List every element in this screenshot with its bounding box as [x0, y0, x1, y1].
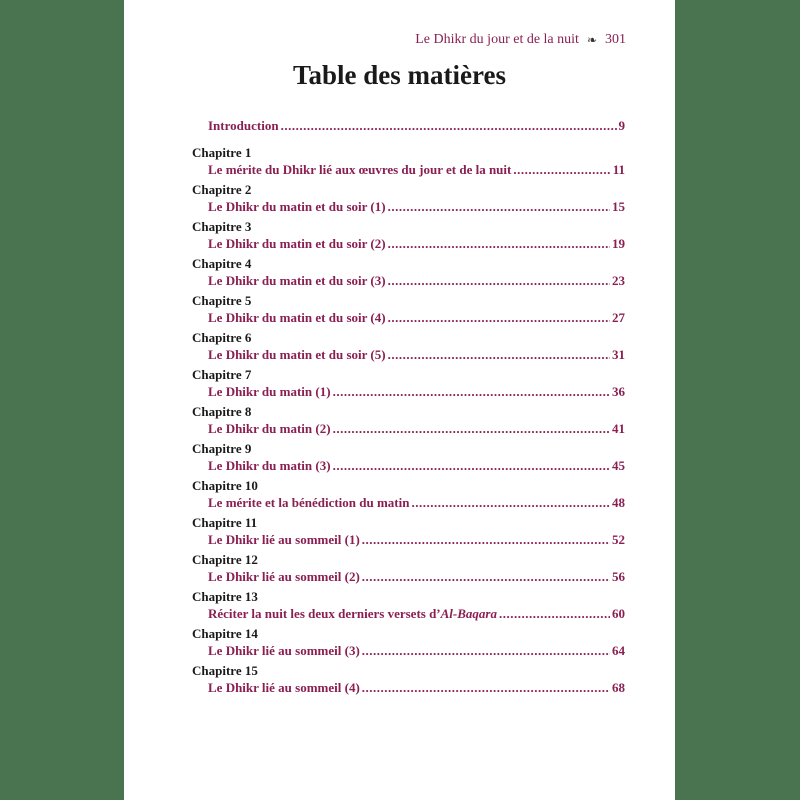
toc-entry-page: 60 [612, 606, 625, 621]
toc-entry[interactable] [192, 309, 625, 326]
running-head-title: Le Dhikr du jour et de la nuit [415, 32, 579, 47]
toc-entry[interactable] [192, 383, 625, 400]
toc-entry-title: Le Dhikr du matin et du soir (2) [208, 236, 386, 251]
chapter-label: Chapitre 7 [192, 367, 252, 382]
toc-entry-title-roman: Réciter la nuit les deux derniers versets d’ [208, 606, 441, 621]
chapter-label: Chapitre 2 [192, 182, 252, 197]
toc-entry[interactable] [192, 568, 625, 585]
toc-chapter-7[interactable] [192, 367, 625, 400]
dot-leader [513, 161, 610, 178]
fleuron-icon: ❧ [586, 32, 597, 47]
toc-entry-title: Introduction [208, 118, 279, 133]
dot-leader [362, 531, 610, 548]
toc-chapter-9[interactable] [192, 441, 625, 474]
dot-leader [411, 494, 610, 511]
toc-chapter-12[interactable] [192, 552, 625, 585]
toc-entry[interactable] [192, 531, 625, 548]
toc-chapter-1[interactable] [192, 145, 625, 178]
dot-leader [333, 420, 610, 437]
toc-chapter-6[interactable] [192, 330, 625, 363]
toc-entry[interactable] [192, 161, 625, 178]
toc-entry-page: 27 [612, 310, 625, 325]
toc-entry[interactable] [192, 198, 625, 215]
toc-entry-introduction[interactable] [192, 117, 625, 134]
chapter-label: Chapitre 8 [192, 404, 252, 419]
toc-entry-page: 19 [612, 236, 625, 251]
table-of-contents [192, 117, 625, 700]
toc-entry-page: 31 [612, 347, 625, 362]
page-title: Table des matières [293, 60, 506, 90]
toc-entry[interactable] [192, 457, 625, 474]
toc-chapter-8[interactable] [192, 404, 625, 437]
toc-chapter-3[interactable] [192, 219, 625, 252]
toc-chapter-11[interactable] [192, 515, 625, 548]
toc-entry-title: Le Dhikr du matin et du soir (1) [208, 199, 386, 214]
toc-entry-page: 23 [612, 273, 625, 288]
folio-page-number: 301 [605, 32, 626, 47]
toc-entry[interactable] [192, 346, 625, 363]
toc-entry-title: Le Dhikr du matin (3) [208, 458, 331, 473]
chapter-label: Chapitre 10 [192, 478, 258, 493]
toc-entry[interactable] [192, 272, 625, 289]
toc-entry[interactable] [192, 494, 625, 511]
dot-leader [388, 235, 610, 252]
running-head [415, 32, 626, 48]
dot-leader [388, 309, 610, 326]
toc-entry-title: Le Dhikr du matin et du soir (5) [208, 347, 386, 362]
toc-entry-page: 41 [612, 421, 625, 436]
toc-chapter-10[interactable] [192, 478, 625, 511]
dot-leader [362, 679, 610, 696]
toc-entry[interactable] [192, 642, 625, 659]
toc-entry-page: 11 [612, 162, 625, 177]
toc-entry-title: Le mérite et la bénédiction du matin [208, 495, 410, 510]
chapter-label: Chapitre 13 [192, 589, 258, 604]
toc-entry-title: Le Dhikr du matin (1) [208, 384, 331, 399]
toc-entry-page: 15 [612, 199, 625, 214]
toc-entry-title: Le Dhikr lié au sommeil (4) [208, 680, 360, 695]
toc-chapter-4[interactable] [192, 256, 625, 289]
dot-leader [388, 198, 610, 215]
toc-entry-title: Le Dhikr lié au sommeil (2) [208, 569, 360, 584]
dot-leader [499, 605, 610, 622]
dot-leader [362, 642, 610, 659]
toc-entry-title-italic: Al-Baqara [440, 606, 497, 621]
chapter-label: Chapitre 9 [192, 441, 252, 456]
toc-entry-title: Le Dhikr du matin et du soir (3) [208, 273, 386, 288]
toc-entry-title: Le Dhikr du matin (2) [208, 421, 331, 436]
book-page [124, 0, 675, 800]
toc-entry-title [208, 605, 497, 622]
toc-entry-page: 48 [612, 495, 625, 510]
toc-entry-title: Le mérite du Dhikr lié aux œuvres du jour et de la nuit [208, 162, 512, 177]
toc-entry-page: 52 [612, 532, 625, 547]
toc-chapter-2[interactable] [192, 182, 625, 215]
toc-chapter-5[interactable] [192, 293, 625, 326]
toc-entry-page: 9 [618, 118, 625, 133]
toc-chapter-13[interactable] [192, 589, 625, 622]
toc-entry[interactable] [192, 605, 625, 622]
dot-leader [388, 272, 610, 289]
dot-leader [362, 568, 610, 585]
chapter-label: Chapitre 14 [192, 626, 258, 641]
chapter-label: Chapitre 6 [192, 330, 252, 345]
toc-entry-page: 45 [612, 458, 625, 473]
dot-leader [388, 346, 610, 363]
toc-entry-title: Le Dhikr lié au sommeil (1) [208, 532, 360, 547]
toc-entry-title: Le Dhikr du matin et du soir (4) [208, 310, 386, 325]
chapter-label: Chapitre 3 [192, 219, 252, 234]
chapter-label: Chapitre 1 [192, 145, 252, 160]
toc-entry-title: Le Dhikr lié au sommeil (3) [208, 643, 360, 658]
chapter-label: Chapitre 15 [192, 663, 258, 678]
toc-chapter-15[interactable] [192, 663, 625, 696]
toc-entry[interactable] [192, 420, 625, 437]
chapter-label: Chapitre 5 [192, 293, 252, 308]
dot-leader [333, 383, 610, 400]
chapter-label: Chapitre 11 [192, 515, 258, 530]
dot-leader [333, 457, 610, 474]
chapter-label: Chapitre 12 [192, 552, 258, 567]
toc-entry-page: 64 [612, 643, 625, 658]
toc-entry[interactable] [192, 679, 625, 696]
toc-entry-page: 36 [612, 384, 625, 399]
toc-entry-page: 56 [612, 569, 625, 584]
toc-entry-page: 68 [612, 680, 625, 695]
chapter-label: Chapitre 4 [192, 256, 252, 271]
dot-leader [281, 117, 617, 134]
toc-chapter-14[interactable] [192, 626, 625, 659]
toc-entry[interactable] [192, 235, 625, 252]
